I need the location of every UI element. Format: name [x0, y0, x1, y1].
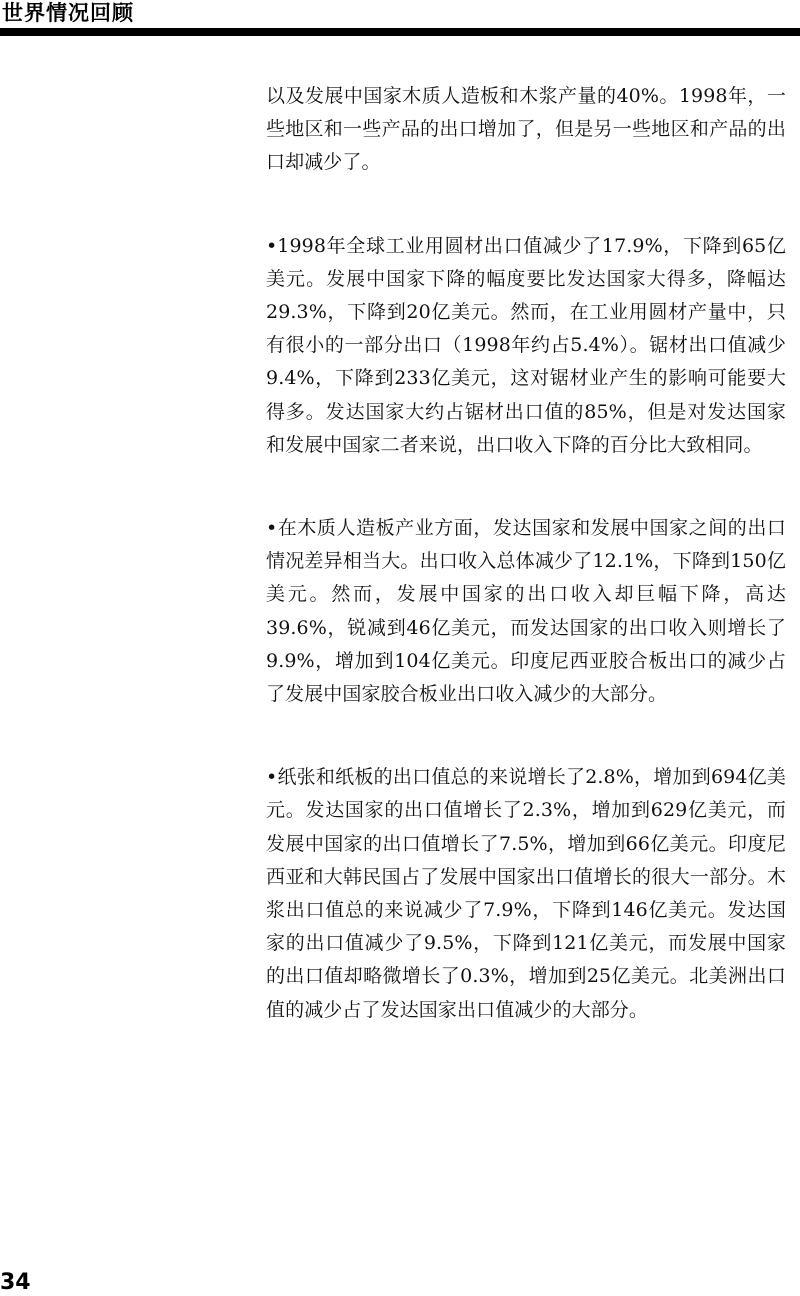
page-number: 34: [0, 1270, 31, 1295]
paragraph-roundwood-sawnwood: •1998年全球工业用圆材出口值减少了17.9%，下降到65亿美元。发展中国家下降的幅度要比发达国家大得多，降幅达29.3%，下降到20亿美元。然而，在工业用圆材产量中，只有很小的一部分出口（1998年约占5.4%）。锯材出口值减少9.4%，下降到233亿美元，这对锯材业产生的影响可能要大得多。发达国家大约占锯材出口值的85%，但是对发达国家和发展中国家二者来说，出口收入下降的百分比大致相同。: [266, 234, 786, 456]
running-head: 世界情况回顾: [2, 1, 134, 25]
paragraph-paper-pulp: •纸张和纸板的出口值总的来说增长了2.8%，增加到694亿美元。发达国家的出口值增长了2.3%，增加到629亿美元，而发展中国家的出口值增长了7.5%，增加到66亿美元。印度尼西亚和大韩民国占了发展中国家出口值增长的很大一部分。木浆出口值总的来说减少了7.9%，下降到146亿美元。发达国家的出口值减少了9.5%，下降到121亿美元，而发展中国家的出口值却略微增长了0.3%，增加到25亿美元。北美洲出口值的减少占了发达国家出口值减少的大部分。: [266, 766, 786, 1021]
body-text: [266, 80, 786, 1077]
header-rule: [0, 28, 800, 36]
paragraph-intro: 以及发展中国家木质人造板和木浆产量的40%。1998年，一些地区和一些产品的出口增加了，但是另一些地区和产品的出口却减少了。: [266, 85, 786, 174]
paragraph-wood-panels: •在木质人造板产业方面，发达国家和发展中国家之间的出口情况差异相当大。出口收入总体减少了12.1%，下降到150亿美元。然而，发展中国家的出口收入却巨幅下降，高达39.6%，锐减到46亿美元，而发达国家的出口收入则增长了9.9%，增加到104亿美元。印度尼西亚胶合板出口的减少占了发展中国家胶合板业出口收入减少的大部分。: [266, 517, 786, 706]
